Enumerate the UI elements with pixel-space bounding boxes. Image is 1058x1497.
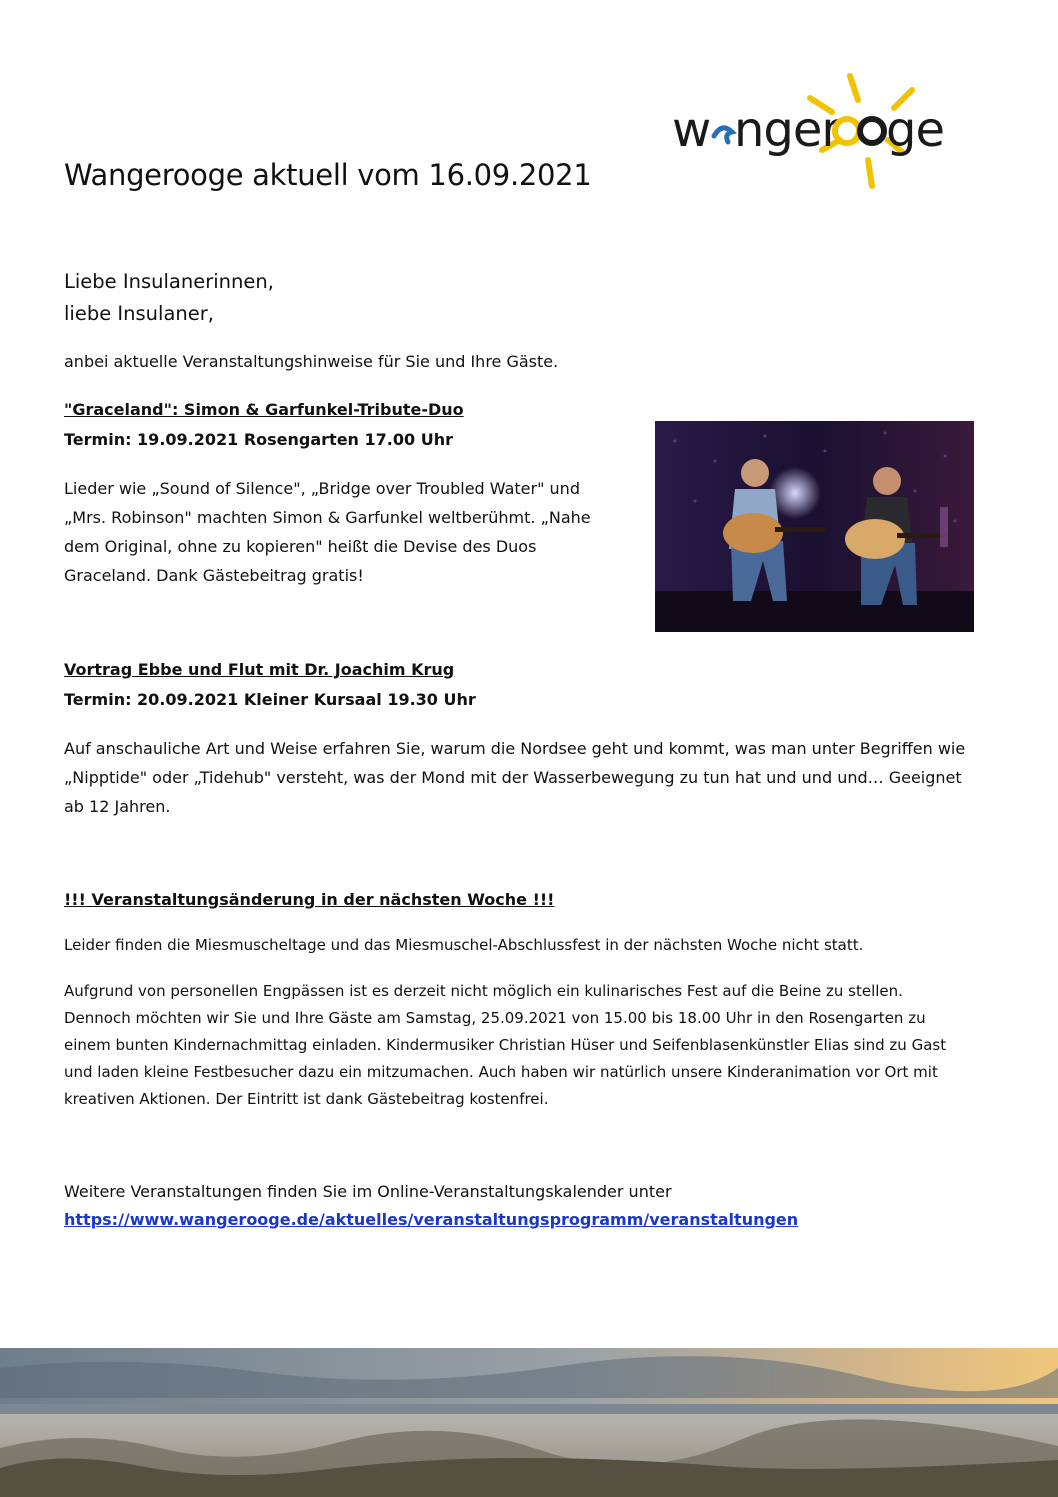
events-calendar-link[interactable]: https://www.wangerooge.de/aktuelles/veranstaltungsprogramm/veranstaltungen [64, 1210, 799, 1229]
change-p2-line: und laden kleine Festbesucher dazu ein mitzumachen. Auch haben wir natürlich unsere Kinderanimation vor Ort mit [64, 1063, 938, 1081]
event-2-term: Termin: 20.09.2021 Kleiner Kursaal 19.30 Uhr [64, 690, 476, 709]
svg-text:w: w [672, 102, 711, 158]
event-2-desc-line: „Nipptide" oder „Tidehub" versteht, was der Mond mit der Wasserbewegung zu tun hat und und und… Geeignet [64, 768, 962, 787]
greeting-line-1: Liebe Insulanerinnen, [64, 270, 274, 293]
wangerooge-logo [672, 68, 972, 193]
event-2-desc-line: ab 12 Jahren. [64, 797, 171, 816]
event-2-description [64, 734, 1024, 821]
more-events-text: Weitere Veranstaltungen finden Sie im Online-Veranstaltungskalender unter [64, 1182, 672, 1201]
change-notice-paragraph-2 [64, 978, 1024, 1113]
event-1-desc-line: „Mrs. Robinson" machten Simon & Garfunkel weltberühmt. „Nahe [64, 508, 591, 527]
concert-photo [655, 421, 974, 632]
event-1-title: "Graceland": Simon & Garfunkel-Tribute-Duo [64, 400, 464, 419]
svg-text:ge: ge [886, 102, 944, 158]
event-2-desc-line: Auf anschauliche Art und Weise erfahren Sie, warum die Nordsee geht und kommt, was man unter Begriffen wie [64, 739, 966, 758]
svg-text:nger: nger [734, 102, 841, 158]
event-1-term: Termin: 19.09.2021 Rosengarten 17.00 Uhr [64, 430, 453, 449]
change-notice-paragraph-1: Leider finden die Miesmuscheltage und das Miesmuschel-Abschlussfest in der nächsten Woche nicht statt. [64, 936, 864, 954]
change-p2-line: einem bunten Kindernachmittag einladen. Kindermusiker Christian Hüser und Seifenblasenkünstler Elias sind zu Gast [64, 1036, 947, 1054]
intro-text: anbei aktuelle Veranstaltungshinweise für Sie und Ihre Gäste. [64, 352, 559, 371]
change-p2-line: Aufgrund von personellen Engpässen ist es derzeit nicht möglich ein kulinarisches Fest auf die Beine zu stellen. [64, 982, 903, 1000]
greeting-line-2: liebe Insulaner, [64, 302, 214, 325]
change-notice-title: !!! Veranstaltungsänderung in der nächsten Woche !!! [64, 890, 555, 909]
event-1-description [64, 474, 634, 590]
event-1-desc-line: dem Original, ohne zu kopieren" heißt die Devise des Duos [64, 537, 537, 556]
page-title: Wangerooge aktuell vom 16.09.2021 [64, 158, 592, 192]
event-2-title: Vortrag Ebbe und Flut mit Dr. Joachim Krug [64, 660, 455, 679]
event-1-desc-line: Lieder wie „Sound of Silence", „Bridge over Troubled Water" und [64, 479, 580, 498]
change-p2-line: kreativen Aktionen. Der Eintritt ist dank Gästebeitrag kostenfrei. [64, 1090, 549, 1108]
beach-banner-image [0, 1348, 1058, 1497]
change-p2-line: Dennoch möchten wir Sie und Ihre Gäste am Samstag, 25.09.2021 von 15.00 bis 18.00 Uhr in den Rosengarten zu [64, 1009, 926, 1027]
event-1-desc-line: Graceland. Dank Gästebeitrag gratis! [64, 566, 364, 585]
